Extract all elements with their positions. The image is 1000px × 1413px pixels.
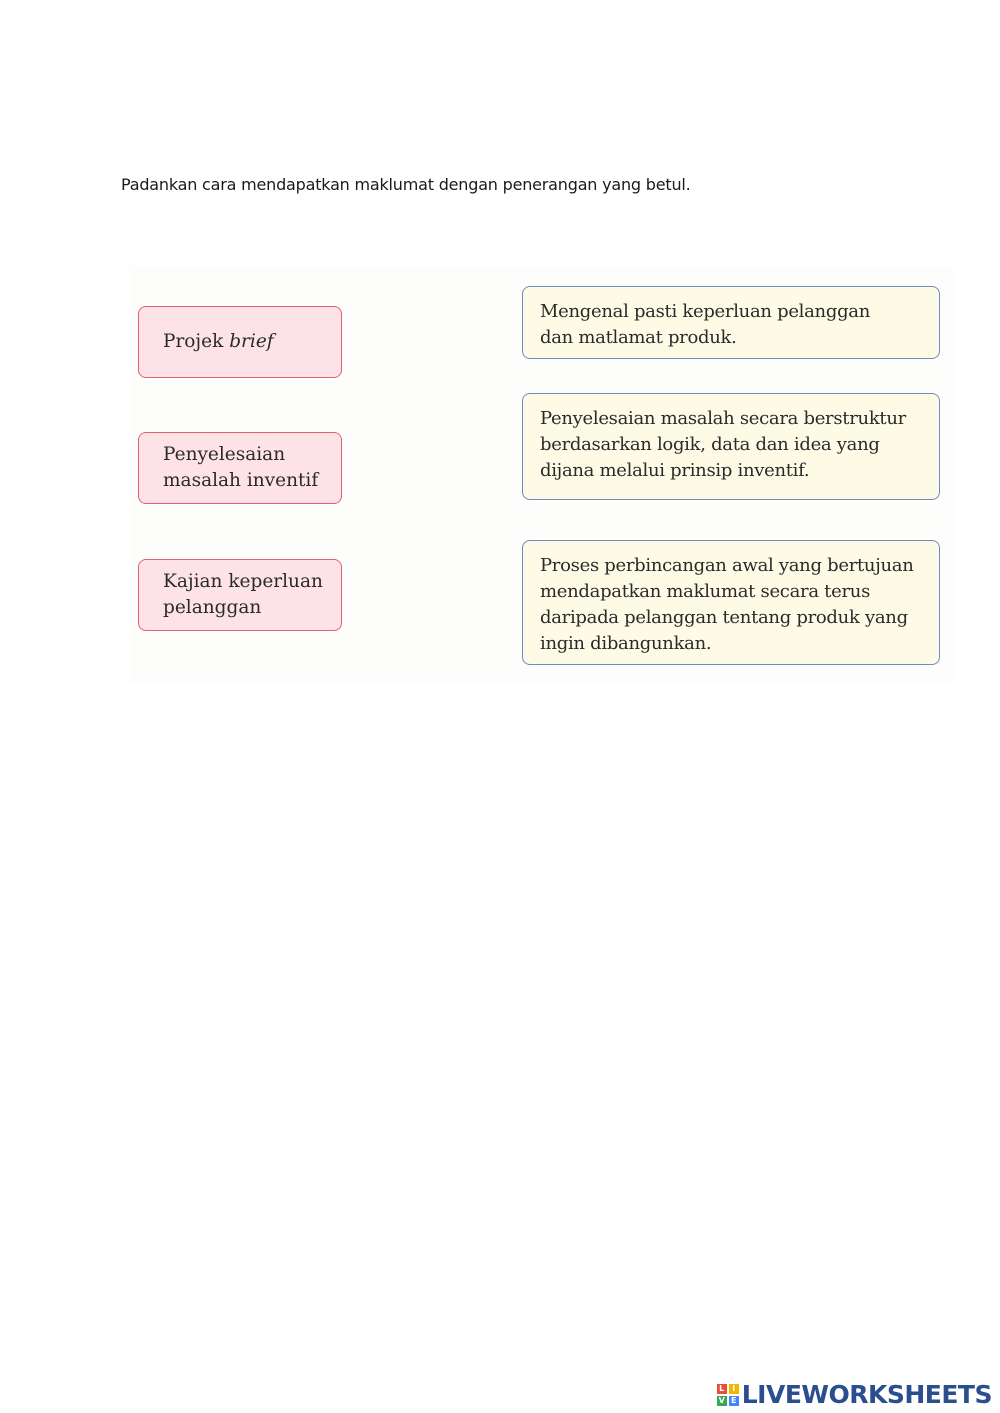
liveworksheets-brand-text: LIVEWORKSHEETS — [741, 1380, 992, 1409]
definition-text: Mengenal pasti keperluan pelanggan dan matlamat produk. — [540, 301, 871, 348]
logo-mark-e: E — [729, 1396, 739, 1406]
term-label: Projek brief — [163, 331, 274, 352]
liveworksheets-logo — [717, 1380, 992, 1409]
definition-3[interactable] — [522, 540, 940, 665]
term-label: Penyelesaian masalah inventif — [163, 444, 319, 491]
term-label: Kajian keperluan pelanggan — [163, 571, 323, 618]
logo-mark-v: V — [718, 1395, 725, 1405]
logo-mark-l: L — [717, 1384, 727, 1394]
definition-1[interactable] — [522, 286, 940, 359]
definition-2[interactable] — [522, 393, 940, 500]
instruction-text: Padankan cara mendapatkan maklumat dengan penerangan yang betul. — [121, 175, 691, 194]
term-penyelesaian-masalah-inventif[interactable] — [138, 432, 342, 504]
definition-text: Penyelesaian masalah secara berstruktur berdasarkan logik, data dan idea yang dijana melalui prinsip inventif. — [540, 408, 906, 481]
term-projek-brief[interactable] — [138, 306, 342, 378]
definition-text: Proses perbincangan awal yang bertujuan mendapatkan maklumat secara terus daripada pelanggan tentang produk yang ingin dibangunkan. — [540, 555, 914, 654]
liveworksheets-logo-icon — [717, 1384, 739, 1406]
term-kajian-keperluan-pelanggan[interactable] — [138, 559, 342, 631]
logo-mark-i: I — [729, 1384, 739, 1394]
